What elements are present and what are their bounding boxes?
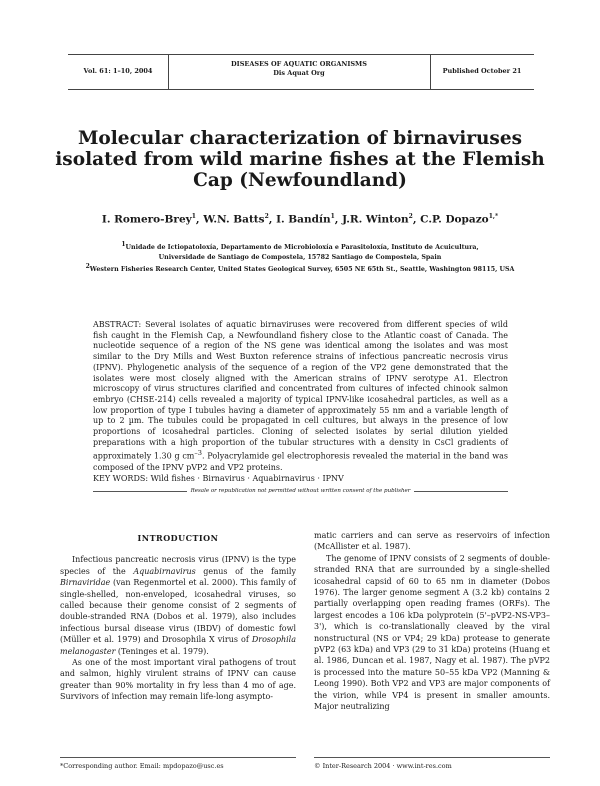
author-list: [40, 213, 560, 226]
author-name: C.P. Dopazo: [420, 213, 489, 226]
author-name: I. Bandín: [276, 213, 331, 226]
author-affiliation-mark: 2: [408, 213, 413, 220]
author-separator: ,: [412, 213, 421, 226]
author-name: I. Romero-Brey: [101, 213, 192, 226]
author-separator: ,: [195, 213, 204, 226]
author-affiliation-mark: 1: [330, 213, 335, 220]
affiliation-1: [60, 240, 540, 263]
section-heading: INTRODUCTION: [137, 533, 219, 543]
publication-date: Published October 21: [442, 67, 522, 75]
affiliation-line: Western Fisheries Research Center, United States Geological Survey, 6505 NE 65th St., Seattle, Washington 98115, USA: [89, 266, 515, 274]
journal-name-block: [168, 60, 430, 78]
affiliation-line: Universidade de Santiago de Compostela, 15782 Santiago de Compostela, Spain: [158, 254, 442, 262]
abstract-text-end: . Polyacrylamide gel electrophoresis revealed the material in the band was composed of the IPNV pVP2 and VP2 proteins.: [93, 452, 508, 472]
paragraph-text: Infectious pancreatic necrosis virus (IPNV) is the type species of the: [60, 555, 296, 576]
paper-title: Molecular characterization of birnaviruses isolated from wild marine fishes at the Flemish Cap (Newfoundland): [55, 128, 545, 191]
paragraph: [60, 554, 296, 657]
paragraph: As one of the most important viral pathogens of trout and salmon, highly virulent strains of IPNV can cause greater than 90% mortality in fry less than 4 mo of age. Survivors of infection may remain life-long asympto-: [60, 658, 296, 702]
affiliation-line: Unidade de Ictiopatoloxía, Departamento de Microbioloxía e Parasitoloxía, Instituto de Acuicultura,: [125, 244, 479, 252]
journal-header: [68, 54, 534, 90]
copyright-notice: © Inter-Research 2004 · www.int-res.com: [314, 757, 550, 770]
keywords: KEY WORDS: Wild fishes · Birnavirus · Aquabirnavirus · IPNV: [93, 474, 344, 483]
paragraph-text: (Teninges et al. 1979).: [115, 646, 209, 656]
resale-notice: Resale or republication not permitted without written consent of the publisher: [187, 488, 415, 494]
author-affiliation-mark: 1: [191, 213, 196, 220]
paragraph: The genome of IPNV consists of 2 segments of double-stranded RNA that are surrounded by a single-shelled icosahedral capsid of 60 to 65 nm in diameter (Dobos 1976). The larger genome segment A (3.2 kb) contains 2 partially overlapping open reading frames (ORFs). The largest encodes a 106 kDa polyprotein (5'–pVP2-NS-VP3–3'), which is co-translationally cleaved by the viral nonstructural (NS or VP4; 29 kDa) protease to generate pVP2 (63 kDa) and VP3 (29 to 31 kDa) proteins (Huang et al. 1986, Duncan et al. 1987, Nagy et al. 1987). The pVP2 is processed into the mature 50–55 kDa VP2 (Manning & Leong 1990). Both VP2 and VP3 are major components of the virion, while VP4 is present in smaller amounts. Major neutralizing: [314, 553, 550, 712]
resale-notice-block: [93, 488, 508, 494]
right-column: [314, 530, 550, 713]
corresponding-author-footnote: *Corresponding author. Email: mpdopazo@usc.es: [60, 757, 296, 770]
author-separator: ,: [334, 213, 343, 226]
volume-info: Vol. 61: 1–10, 2004: [83, 67, 153, 75]
journal-abbrev: Dis Aquat Org: [273, 69, 325, 77]
abstract-text: ABSTRACT: Several isolates of aquatic birnaviruses were recovered from different species of wild fish caught in the Flemish Cap, a Newfoundland fishery close to the Atlantic coast of Canada. The nucleotide sequence of a region of the NS gene was identical among the isolates and was most similar to the Dry Mills and West Buxton reference strains of infectious pancreatic necrosis virus (IPNV). Phylogenetic analysis of the sequence of a region of the VP2 gene demonstrated that the isolates were most closely aligned with the American strains of IPNV serotype A1. Electron microscopy of virus structures clarified and concentrated from cultures of infected chinook salmon embryo (CHSE-214) cells revealed a majority of typical IPNV-like icosahedral particles, as well as a low proportion of type I tubules having a diameter of approximately 55 nm and a variable length of up to 2 µm. The tubules could be propagated in cell cultures, but always in the presence of low proportions of icosahedral particles. Cloning of selected isolates by serial dilution yielded preparations with a high proportion of the tubular structures with a density in CsCl gradients of approximately 1.30 g cm: [93, 320, 508, 462]
paragraph: matic carriers and can serve as reservoirs of infection (McAllister et al. 1987).: [314, 531, 550, 552]
author-name: J.R. Winton: [342, 213, 409, 226]
affiliation-2: [60, 262, 540, 275]
affiliation-mark: 2: [85, 263, 90, 270]
left-column: [60, 533, 296, 703]
taxon-name: Aquabirnavirus: [133, 566, 196, 576]
author-affiliation-mark: 2: [264, 213, 269, 220]
journal-name: DISEASES OF AQUATIC ORGANISMS: [231, 60, 367, 68]
taxon-name: Drosophila melanogaster: [60, 635, 296, 656]
author-name: W.N. Batts: [203, 213, 265, 226]
affiliation-mark: 1: [121, 241, 126, 248]
abstract: [93, 320, 508, 474]
paragraph-text: genus of the family: [195, 566, 296, 576]
abstract-exponent: –3: [194, 449, 202, 458]
paragraph-text: (van Regenmortel et al. 2000). This family of single-shelled, non-enveloped, icosahedral viruses, so called because their genome consist of 2 segments of double-stranded RNA (Dobos et al. 1979), also includes infectious bursal disease virus (IBDV) of domestic fowl (Müller et al. 1979) and Drosophila X virus of: [60, 578, 296, 645]
taxon-name: Birnaviridae: [60, 578, 111, 588]
author-separator: ,: [268, 213, 277, 226]
author-affiliation-mark: 1,*: [488, 213, 499, 220]
